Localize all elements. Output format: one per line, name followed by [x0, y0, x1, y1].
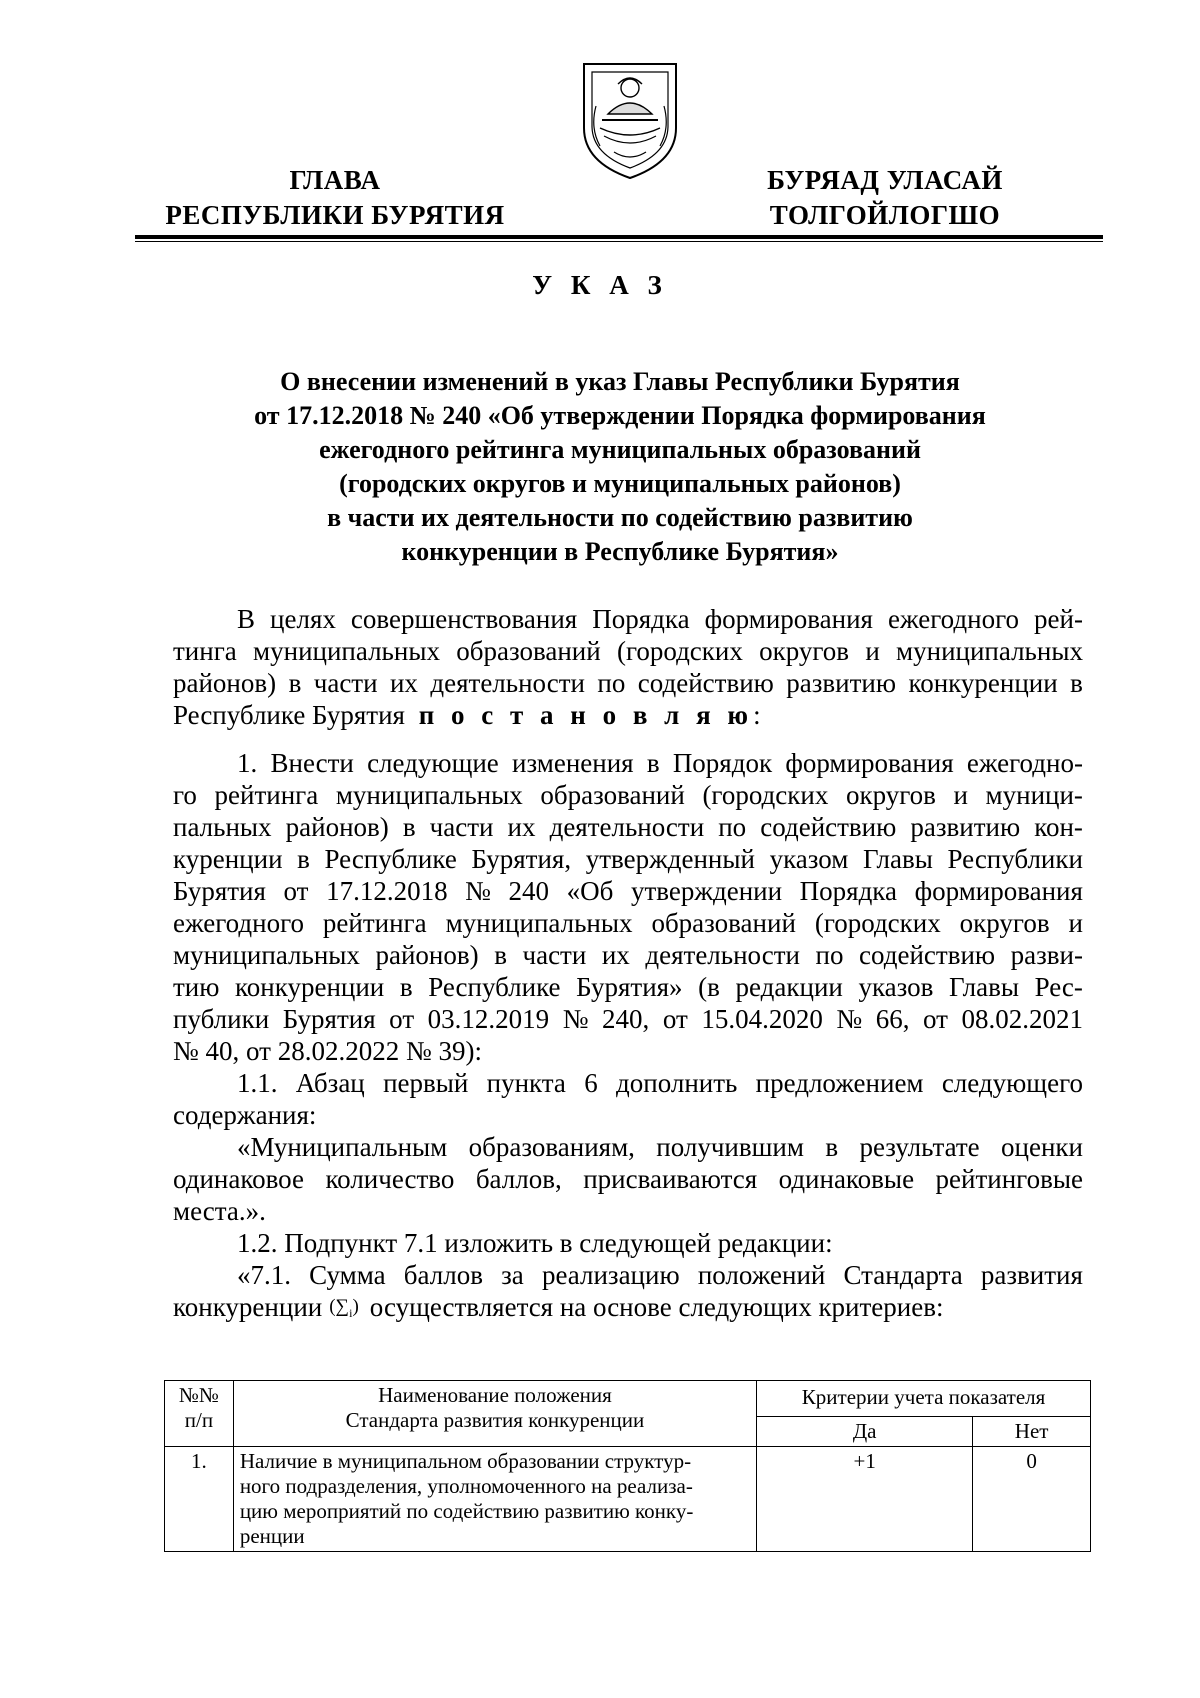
header-number — [165, 1381, 234, 1447]
item-1-1-line: содержания: — [173, 1100, 317, 1130]
title-line: в части их деятельности по содействию развитию — [327, 503, 913, 532]
row-name — [233, 1447, 756, 1552]
header-rule — [135, 235, 1103, 239]
item-1-1-line: 1.1. Абзац первый пункта 6 дополнить предложением следующего — [237, 1068, 1083, 1098]
item-1-line: тию конкуренции в Республике Бурятия» (в редакции указов Главы Рес- — [173, 972, 1083, 1002]
header-number-line-1: №№ — [178, 1383, 219, 1407]
preamble-line: В целях совершенствования Порядка формирования ежегодного рей- — [237, 604, 1083, 634]
issuer-line-1: ГЛАВА — [289, 165, 381, 195]
preamble-text: Республике Бурятия — [173, 700, 412, 730]
sum-symbol-close: ) — [352, 1296, 359, 1317]
issuer-buryat-line-2: ТОЛГОЙЛОГШО — [769, 200, 1001, 230]
row-yes-score: +1 — [757, 1447, 973, 1552]
sum-symbol-main: (∑ — [329, 1296, 350, 1317]
document-body — [173, 603, 1083, 1323]
item-1-line: ежегодного рейтинга муниципальных образований (городских округов и — [173, 908, 1083, 938]
header-criteria: Критерии учета показателя — [757, 1381, 1091, 1417]
title-line: конкуренции в Республике Бурятия» — [401, 537, 839, 566]
item-1-1-quote-line: места.». — [173, 1196, 266, 1226]
title-line: от 17.12.2018 № 240 «Об утверждении Порядка формирования — [254, 401, 986, 430]
item-1-line: Бурятия от 17.12.2018 № 240 «Об утверждении Порядка формирования — [173, 876, 1083, 906]
sum-symbol-subscript: i — [349, 1305, 353, 1320]
document-title — [140, 365, 1100, 569]
row-number: 1. — [165, 1447, 234, 1552]
item-1-line: 1. Внести следующие изменения в Порядок формирования ежегодно- — [237, 748, 1083, 778]
item-1-line: пальных районов) в части их деятельности по содействию развитию кон- — [173, 812, 1083, 842]
header-name — [233, 1381, 756, 1447]
criteria-table — [164, 1380, 1091, 1552]
row-name-line: Наличие в муниципальном образовании структур- — [239, 1449, 692, 1473]
item-1-2-quote-line — [173, 1291, 1083, 1323]
item-1-2-quote-line: «7.1. Сумма баллов за реализацию положений Стандарта развития — [237, 1260, 1083, 1290]
item-1-1-quote-line: «Муниципальным образованиям, получившим в результате оценки — [237, 1132, 1083, 1162]
decree-verb: п о с т а н о в л я ю — [418, 700, 754, 730]
row-no-score: 0 — [973, 1447, 1091, 1552]
table-row — [165, 1447, 1091, 1552]
item-1-line: № 40, от 28.02.2022 № 39): — [173, 1036, 482, 1066]
header-name-line-1: Наименование положения — [378, 1383, 612, 1407]
coat-of-arms-emblem — [578, 58, 682, 182]
item-1-line: публики Бурятия от 03.12.2019 № 240, от 15.04.2020 № 66, от 08.02.2021 — [173, 1004, 1083, 1034]
quote-text: конкуренции — [173, 1292, 323, 1322]
item-1-line: муниципальных районов) в части их деятельности по содействию разви- — [173, 940, 1083, 970]
item-1-line: куренции в Республике Бурятия, утвержденный указом Главы Республики — [173, 844, 1083, 874]
row-name-line: ренции — [239, 1524, 305, 1548]
item-1-2-line: 1.2. Подпункт 7.1 изложить в следующей редакции: — [237, 1228, 833, 1258]
preamble-line — [173, 699, 1083, 731]
header-number-line-2: п/п — [184, 1408, 214, 1432]
header-name-line-2: Стандарта развития конкуренции — [345, 1408, 645, 1432]
title-line: ежегодного рейтинга муниципальных образований — [319, 435, 921, 464]
issuer-title-russian — [135, 163, 535, 233]
preamble-colon: : — [753, 700, 761, 730]
preamble-line: тинга муниципальных образований (городских округов и муниципальных — [173, 636, 1083, 666]
header-rule-thin — [135, 241, 1103, 242]
title-line: (городских округов и муниципальных районов) — [339, 469, 901, 498]
item-1-1-quote-line: одинаковое количество баллов, присваиваются одинаковые рейтинговые — [173, 1164, 1083, 1194]
item-1-line: го рейтинга муниципальных образований (городских округов и муници- — [173, 780, 1083, 810]
title-line: О внесении изменений в указ Главы Республики Бурятия — [280, 367, 960, 396]
header-yes: Да — [757, 1417, 973, 1447]
quote-text: осуществляется на основе следующих критериев: — [369, 1292, 944, 1322]
document-type: У К А З — [532, 270, 668, 300]
issuer-buryat-line-1: БУРЯАД УЛАСАЙ — [767, 165, 1003, 195]
sum-symbol — [329, 1291, 359, 1323]
preamble-line: районов) в части их деятельности по содействию развитию конкуренции в — [173, 668, 1083, 698]
header-no: Нет — [973, 1417, 1091, 1447]
issuer-line-2: РЕСПУБЛИКИ БУРЯТИЯ — [165, 200, 505, 230]
table-header-row — [165, 1381, 1091, 1417]
row-name-line: цию мероприятий по содействию развитию конку- — [239, 1499, 694, 1523]
issuer-title-buryat — [715, 163, 1055, 233]
row-name-line: ного подразделения, уполномоченного на реализа- — [239, 1474, 693, 1498]
